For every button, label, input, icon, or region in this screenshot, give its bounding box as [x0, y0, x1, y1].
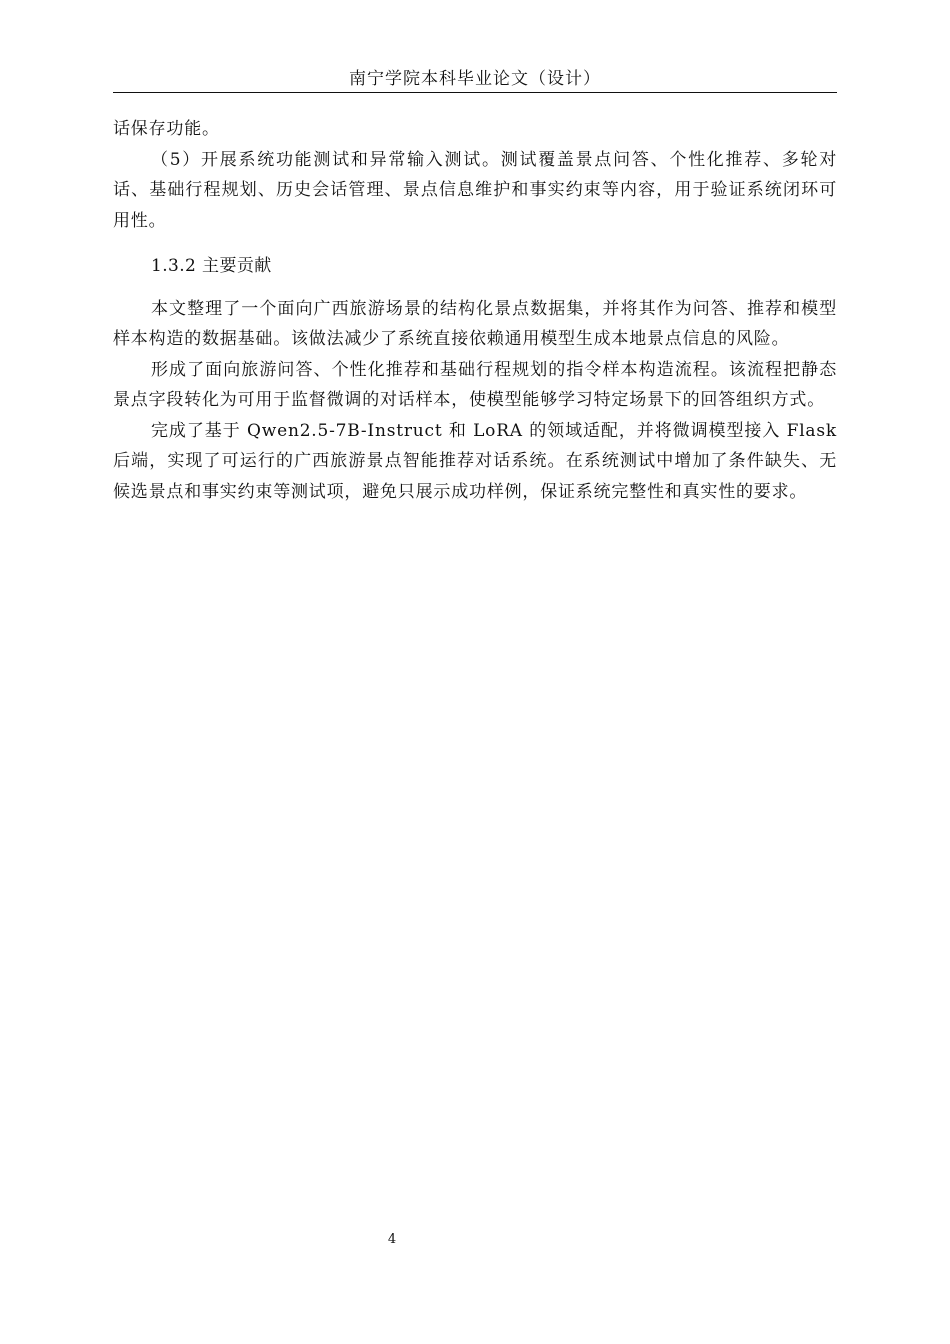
section-heading: 1.3.2 主要贡献: [151, 256, 272, 276]
paragraph-contribution-2: 形成了面向旅游问答、个性化推荐和基础行程规划的指令样本构造流程。该流程把静态景点字段转化为可用于监督微调的对话样本，使模型能够学习特定场景下的回答组织方式。: [113, 359, 837, 410]
paragraph-contribution-1: 本文整理了一个面向广西旅游场景的结构化景点数据集，并将其作为问答、推荐和模型样本构造的数据基础。该做法减少了系统直接依赖通用模型生成本地景点信息的风险。: [113, 298, 837, 349]
running-header: 南宁学院本科毕业论文（设计）: [349, 69, 601, 89]
page-number: 4: [387, 1232, 397, 1247]
header-rule: [113, 92, 837, 93]
continued-paragraph: 话保存功能。: [113, 119, 220, 139]
paragraph-contribution-3: 完成了基于 Qwen2.5-7B-Instruct 和 LoRA 的领域适配，并将微调模型接入 Flask 后端，实现了可运行的广西旅游景点智能推荐对话系统。在系统测试中增加了条件缺失、无候选景点和事实约束等测试项，避免只展示成功样例，保证系统完整性和真实性的要求。: [113, 420, 837, 502]
page-body: [113, 114, 837, 507]
list-item-5: （5）开展系统功能测试和异常输入测试。测试覆盖景点问答、个性化推荐、多轮对话、基础行程规划、历史会话管理、景点信息维护和事实约束等内容，用于验证系统闭环可用性。: [113, 149, 837, 231]
